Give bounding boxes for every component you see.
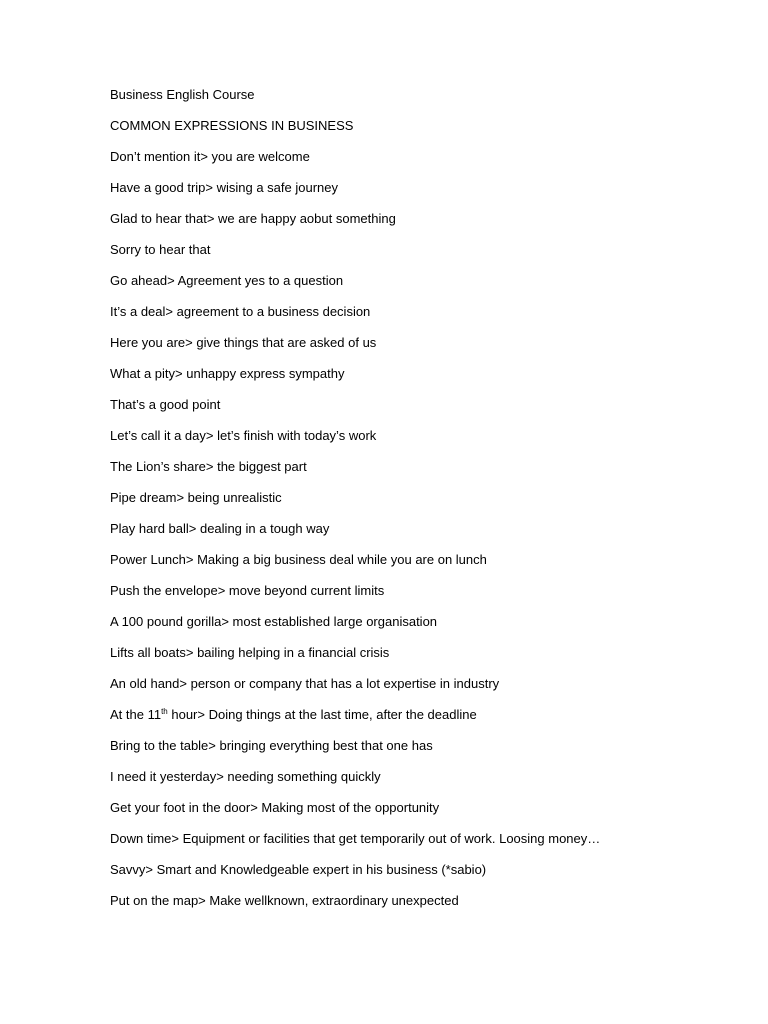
expression-line: Here you are> give things that are asked of us: [110, 335, 377, 350]
expression-line: Have a good trip> wising a safe journey: [110, 180, 338, 195]
expression-line: Savvy> Smart and Knowledgeable expert in his business (*sabio): [110, 862, 487, 877]
expression-line: That’s a good point: [110, 397, 221, 412]
expression-line: Put on the map> Make wellknown, extraordinary unexpected: [110, 893, 459, 908]
expression-line: I need it yesterday> needing something quickly: [110, 769, 381, 784]
expression-line: Sorry to hear that: [110, 242, 211, 257]
expression-line: The Lion’s share> the biggest part: [110, 459, 307, 474]
expression-line-eleventh-hour: [110, 706, 730, 737]
expression-line: Push the envelope> move beyond current limits: [110, 583, 385, 598]
document-title: Business English Course: [110, 87, 255, 102]
expression-line: Glad to hear that> we are happy aobut something: [110, 211, 396, 226]
expression-line: Go ahead> Agreement yes to a question: [110, 273, 344, 288]
eleventh-suffix: hour> Doing things at the last time, after the deadline: [167, 707, 477, 722]
expression-line: Don’t mention it> you are welcome: [110, 149, 310, 164]
expression-line: What a pity> unhappy express sympathy: [110, 366, 345, 381]
expression-line: Get your foot in the door> Making most of the opportunity: [110, 800, 440, 815]
expression-line: It’s a deal> agreement to a business decision: [110, 304, 371, 319]
expression-line: An old hand> person or company that has a lot expertise in industry: [110, 676, 500, 691]
expression-line: Pipe dream> being unrealistic: [110, 490, 282, 505]
expression-line: Let’s call it a day> let’s finish with today’s work: [110, 428, 377, 443]
expression-line: A 100 pound gorilla> most established large organisation: [110, 614, 438, 629]
eleventh-prefix: At the 11: [110, 707, 162, 722]
expression-line: Down time> Equipment or facilities that get temporarily out of work. Loosing money…: [110, 831, 601, 846]
ordinal-suffix: th: [161, 707, 168, 716]
expression-line: Bring to the table> bringing everything best that one has: [110, 738, 433, 753]
section-heading: COMMON EXPRESSIONS IN BUSINESS: [110, 118, 354, 133]
expression-line: Play hard ball> dealing in a tough way: [110, 521, 330, 536]
expression-line: Lifts all boats> bailing helping in a financial crisis: [110, 645, 390, 660]
document-body: [110, 86, 730, 923]
expression-line: Power Lunch> Making a big business deal while you are on lunch: [110, 552, 487, 567]
